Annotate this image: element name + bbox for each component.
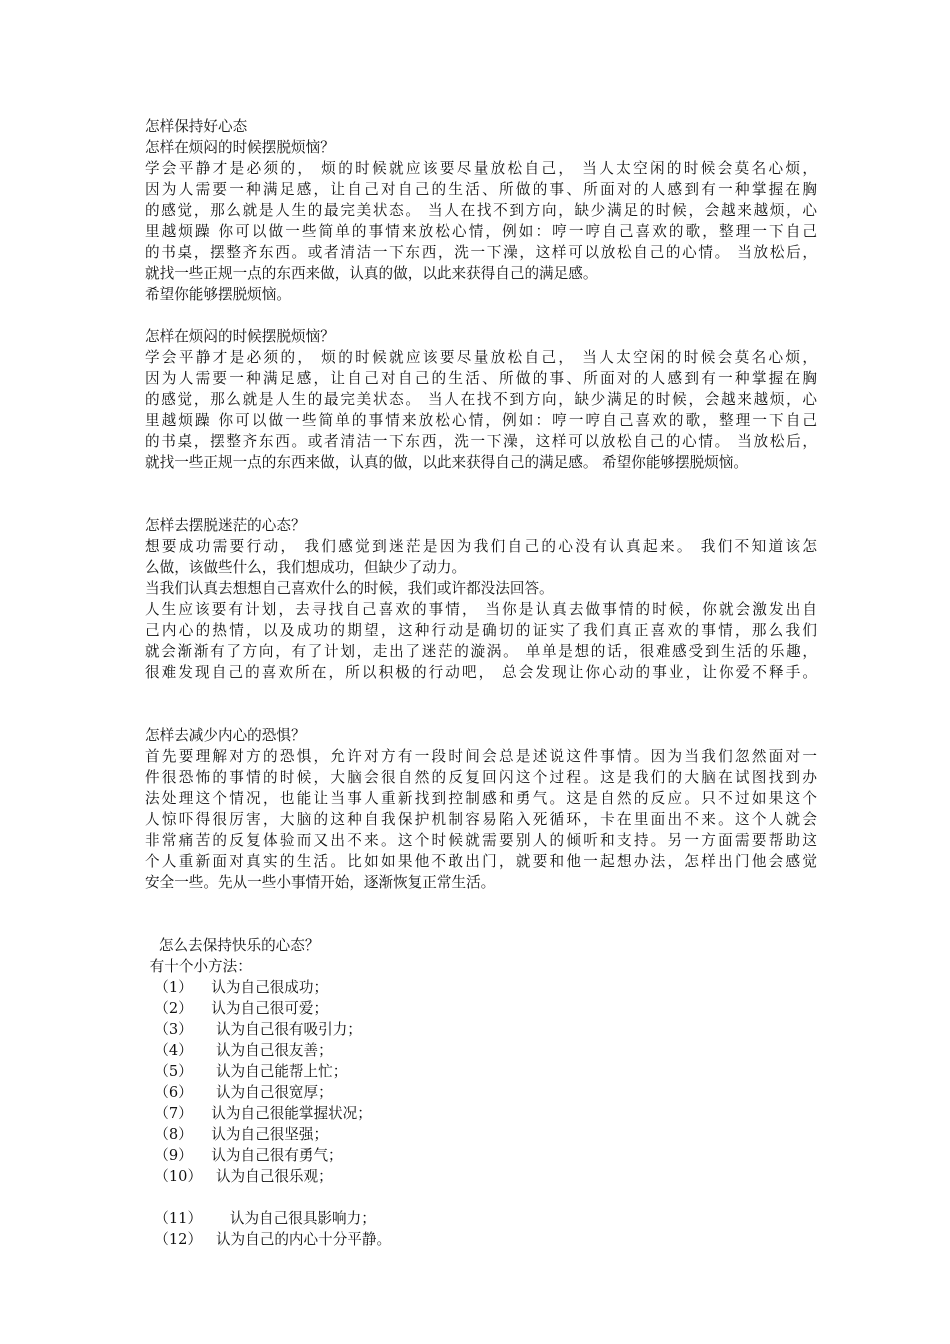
paragraph-line: 件很恐怖的事情的时候，大脑会很自然的反复回闪这个过程。这是我们的大脑在试图找到办 [145,769,817,786]
list-item: （5） 认为自己能帮上忙； [145,1063,348,1080]
paragraph-line: 当我们认真去想想自己喜欢什么的时候，我们或许都没法回答。 [145,580,554,597]
list-item: （8） 认为自己很坚强； [145,1126,329,1143]
blank-line [145,893,817,935]
list-item: （9） 认为自己很有勇气； [145,1147,343,1164]
paragraph-line: 的书桌，摆整齐东西。或者清洁一下东西，洗一下澡，这样可以放松自己的心情。 当放松后， [145,433,817,450]
paragraph-line: 就找一些正规一点的东西来做，认真的做，以此来获得自己的满足感。 [145,265,598,282]
paragraph-line: 因为人需要一种满足感，让自己对自己的生活、所做的事、所面对的人感到有一种掌握在胸 [145,181,817,198]
paragraph-line: 人惊吓得很厉害，大脑的这种自我保护机制容易陷入死循环，卡在里面出不来。这个人就会 [145,811,817,828]
paragraph-line: 很难发现自己的喜欢所在，所以积极的行动吧， 总会发现让你心动的事业，让你爱不释手。 [145,664,817,681]
section-heading: 怎样去摆脱迷茫的心态？ [145,517,306,534]
section-heading: 怎么去保持快乐的心态？ [145,937,320,954]
list-intro: 有十个小方法： [145,958,252,975]
blank-line [145,683,817,725]
paragraph-line: 人生应该要有计划，去寻找自己喜欢的事情， 当你是认真去做事情的时候，你就会激发出自 [145,601,817,618]
list-item: （3） 认为自己很有吸引力； [145,1021,362,1038]
paragraph-line: 么做，该做些什么，我们想成功，但缺少了动力。 [145,559,467,576]
section-heading: 怎样在烦闷的时候摆脱烦恼？ [145,139,335,156]
blank-line [145,1187,817,1208]
blank-line [145,305,817,326]
paragraph-line: 个人重新面对真实的生活。比如如果他不敢出门，就要和他一起想办法，怎样出门他会感觉 [145,853,817,870]
paragraph-line: 法处理这个情况，也能让当事人重新找到控制感和勇气。这是自然的反应。只不过如果这个 [145,790,817,807]
paragraph-line: 里越烦躁 你可以做一些简单的事情来放松心情，例如：哼一哼自己喜欢的歌，整理一下自己 [145,412,817,429]
paragraph-line: 就会渐渐有了方向，有了计划，走出了迷茫的漩涡。 单单是想的话，很难感受到生活的乐趣， [145,643,817,660]
paragraph-line: 学会平静才是必须的， 烦的时候就应该要尽量放松自己， 当人太空闲的时候会莫名心烦， [145,160,817,177]
list-item: （12） 认为自己的内心十分平静。 [145,1231,392,1248]
paragraph-line: 首先要理解对方的恐惧，允许对方有一段时间会总是述说这件事情。因为当我们忽然面对一 [145,748,817,765]
list-item: （11） 认为自己很具影响力； [145,1210,376,1227]
document-page [145,116,817,1250]
paragraph-line: 的感觉，那么就是人生的最完美状态。 当人在找不到方向，缺少满足的时候，会越来越烦，心 [145,391,817,408]
list-item: （2） 认为自己很可爱； [145,1000,329,1017]
section-heading: 怎样在烦闷的时候摆脱烦恼？ [145,328,335,345]
section-heading: 怎样去减少内心的恐惧？ [145,727,306,744]
document-title: 怎样保持好心态 [145,118,248,135]
paragraph-line: 学会平静才是必须的， 烦的时候就应该要尽量放松自己， 当人太空闲的时候会莫名心烦， [145,349,817,366]
paragraph-line: 安全一些。先从一些小事情开始，逐渐恢复正常生活。 [145,874,496,891]
paragraph-line: 的书桌，摆整齐东西。或者清洁一下东西，洗一下澡，这样可以放松自己的心情。 当放松后， [145,244,817,261]
list-item: （6） 认为自己很宽厚； [145,1084,333,1101]
method-list [145,977,817,1250]
blank-line [145,473,817,515]
list-item: （7） 认为自己很能掌握状况； [145,1105,372,1122]
paragraph-line: 因为人需要一种满足感，让自己对自己的生活、所做的事、所面对的人感到有一种掌握在胸 [145,370,817,387]
paragraph-line: 就找一些正规一点的东西来做，认真的做，以此来获得自己的满足感。 希望你能够摆脱烦恼。 [145,454,748,471]
paragraph-line: 非常痛苦的反复体验而又出不来。这个时候就需要别人的倾听和支持。另一方面需要帮助这 [145,832,817,849]
list-item: （4） 认为自己很友善； [145,1042,333,1059]
paragraph-line: 己内心的热情，以及成功的期望，这种行动是确切的证实了我们真正喜欢的事情，那么我们 [145,622,817,639]
list-item: （1） 认为自己很成功； [145,979,329,996]
list-item: （10） 认为自己很乐观； [145,1168,333,1185]
paragraph-line: 里越烦躁 你可以做一些简单的事情来放松心情，例如：哼一哼自己喜欢的歌，整理一下自己 [145,223,817,240]
paragraph-line: 的感觉，那么就是人生的最完美状态。 当人在找不到方向，缺少满足的时候，会越来越烦，心 [145,202,817,219]
paragraph-line: 想要成功需要行动， 我们感觉到迷茫是因为我们自己的心没有认真起来。 我们不知道该怎 [145,538,817,555]
paragraph-line: 希望你能够摆脱烦恼。 [145,286,291,303]
